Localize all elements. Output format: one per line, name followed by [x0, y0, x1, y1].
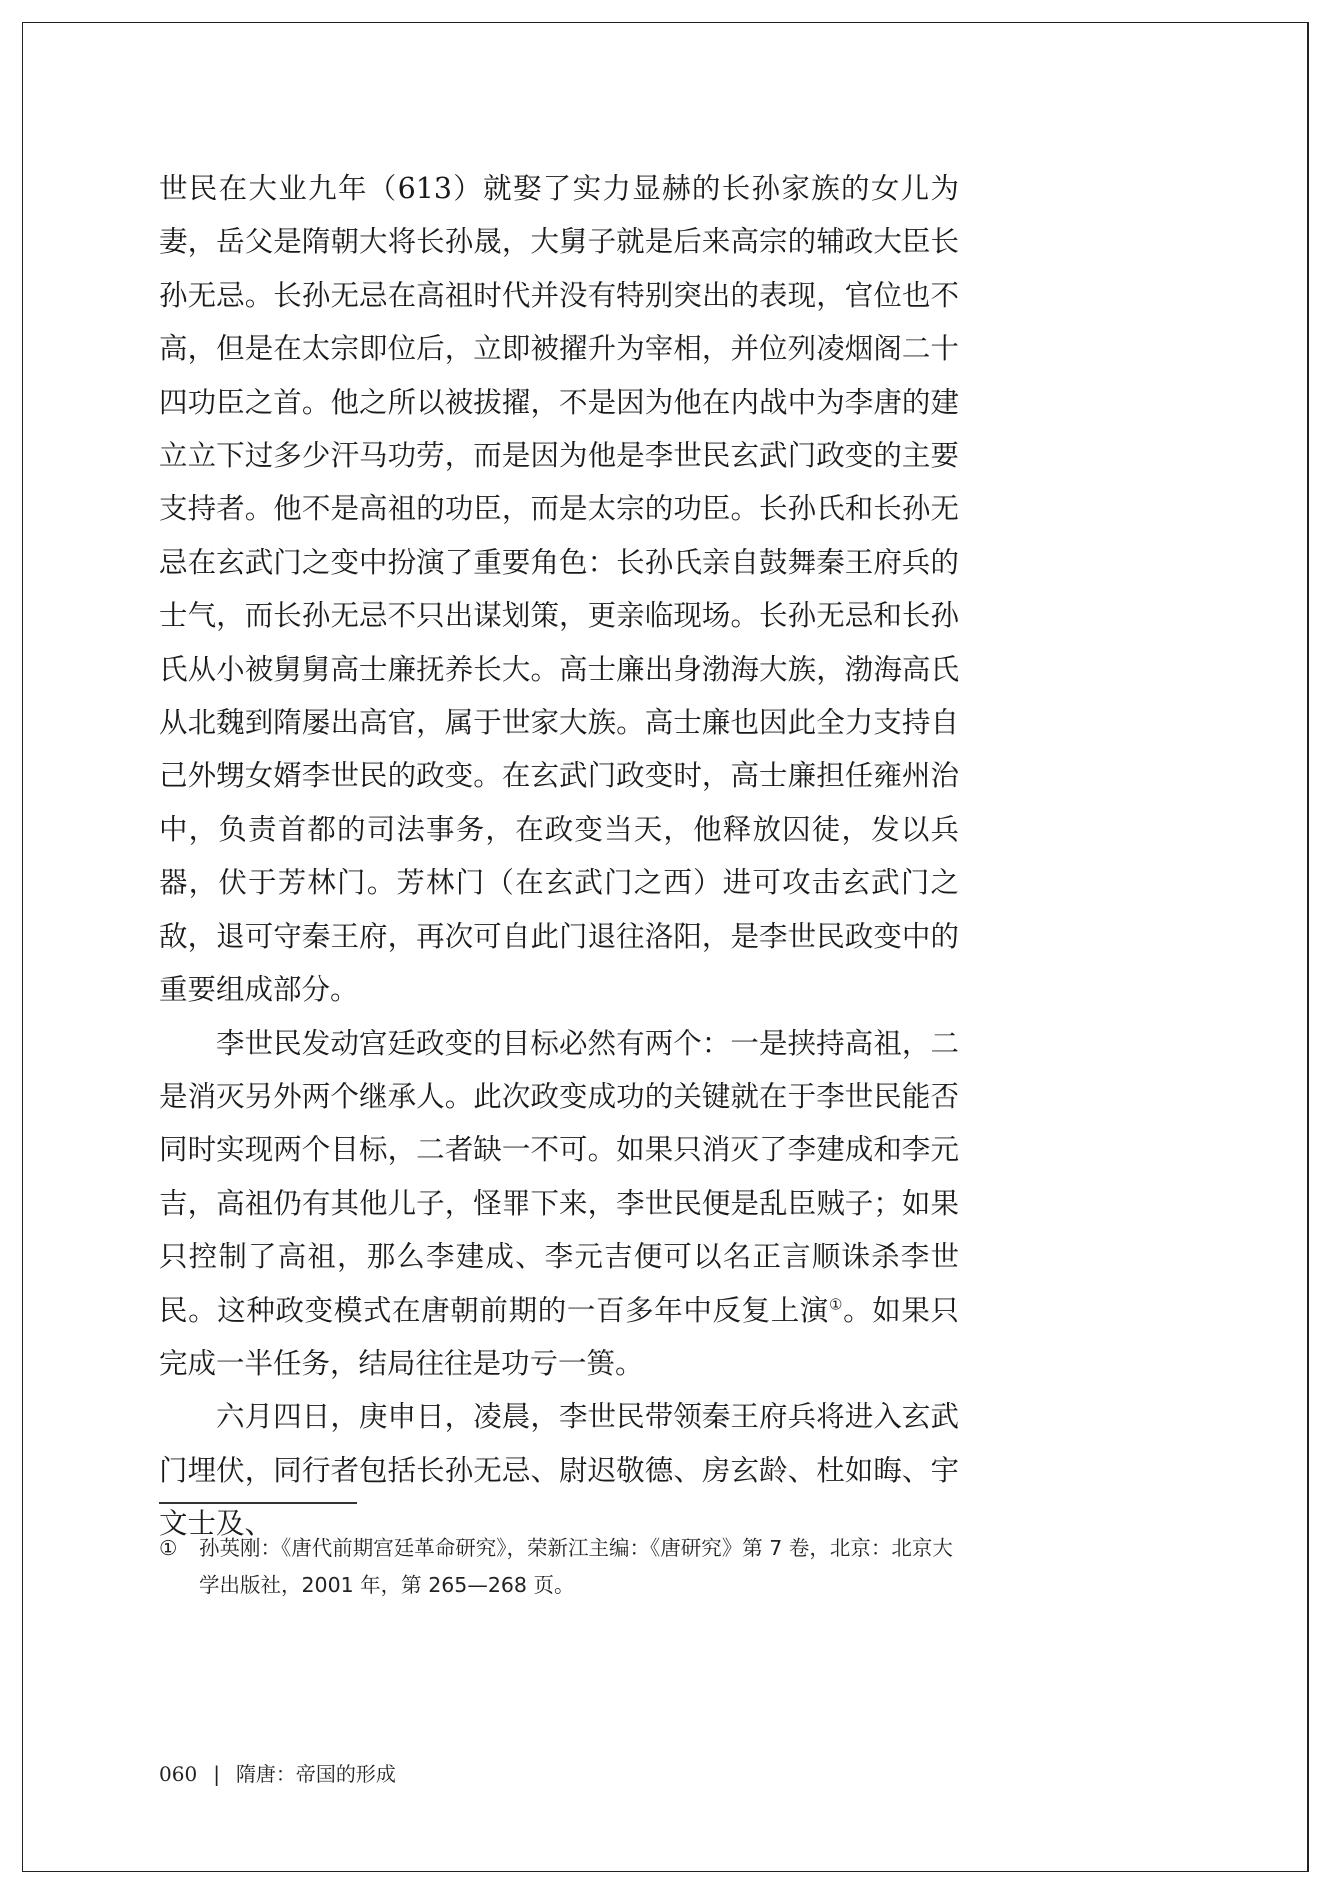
footnote-reference-mark[interactable]: ①	[829, 1295, 844, 1314]
page-spine-line	[1307, 22, 1309, 1872]
footnote-divider	[159, 1502, 357, 1504]
paragraph-2-text-a: 李世民发动宫廷政变的目标必然有两个：一是挟持高祖，二是消灭另外两个继承人。此次政变成功的关键就在于李世民能否同时实现两个目标，二者缺一不可。如果只消灭了李建成和李元吉，高祖仍有其他儿子，怪罪下来，李世民便是乱臣贼子；如果只控制了高祖，那么李建成、李元吉便可以名正言顺诛杀李世民。这种政变模式在唐朝前期的一百多年中反复上演	[159, 1026, 959, 1327]
footnote-number: ①	[159, 1536, 178, 1560]
paragraph-2-text-b: 。如果只完成一半任务，结局往往是功亏一篑。	[159, 1293, 959, 1380]
running-book-title: 隋唐：帝国的形成	[235, 1762, 396, 1786]
paragraph-2	[159, 1017, 959, 1391]
footer-separator: |	[213, 1762, 220, 1786]
footnote	[159, 1530, 959, 1604]
paragraph-1: 世民在大业九年（613）就娶了实力显赫的长孙家族的女儿为妻，岳父是隋朝大将长孙晟，大舅子就是后来高宗的辅政大臣长孙无忌。长孙无忌在高祖时代并没有特别突出的表现，官位也不高，但是在太宗即位后，立即被擢升为宰相，并位列凌烟阁二十四功臣之首。他之所以被拔擢，不是因为他在内战中为李唐的建立立下过多少汗马功劳，而是因为他是李世民玄武门政变的主要支持者。他不是高祖的功臣，而是太宗的功臣。长孙氏和长孙无忌在玄武门之变中扮演了重要角色：长孙氏亲自鼓舞秦王府兵的士气，而长孙无忌不只出谋划策，更亲临现场。长孙无忌和长孙氏从小被舅舅高士廉抚养长大。高士廉出身渤海大族，渤海高氏从北魏到隋屡出高官，属于世家大族。高士廉也因此全力支持自己外甥女婿李世民的政变。在玄武门政变时，高士廉担任雍州治中，负责首都的司法事务，在政变当天，他释放囚徒，发以兵器，伏于芳林门。芳林门（在玄武门之西）进可攻击玄武门之敌，退可守秦王府，再次可自此门退往洛阳，是李世民政变中的重要组成部分。	[159, 172, 959, 1007]
page-footer	[159, 1758, 396, 1787]
footnote-text: 孙英刚：《唐代前期宫廷革命研究》，荣新江主编：《唐研究》第 7 卷，北京：北京大学出版社，2001 年，第 265—268 页。	[199, 1536, 953, 1597]
paragraph-3: 六月四日，庚申日，凌晨，李世民带领秦王府兵将进入玄武门埋伏，同行者包括长孙无忌、尉迟敬德、房玄龄、杜如晦、宇文士及、	[159, 1400, 959, 1541]
main-text	[159, 162, 959, 1551]
page-number: 060	[159, 1762, 198, 1786]
